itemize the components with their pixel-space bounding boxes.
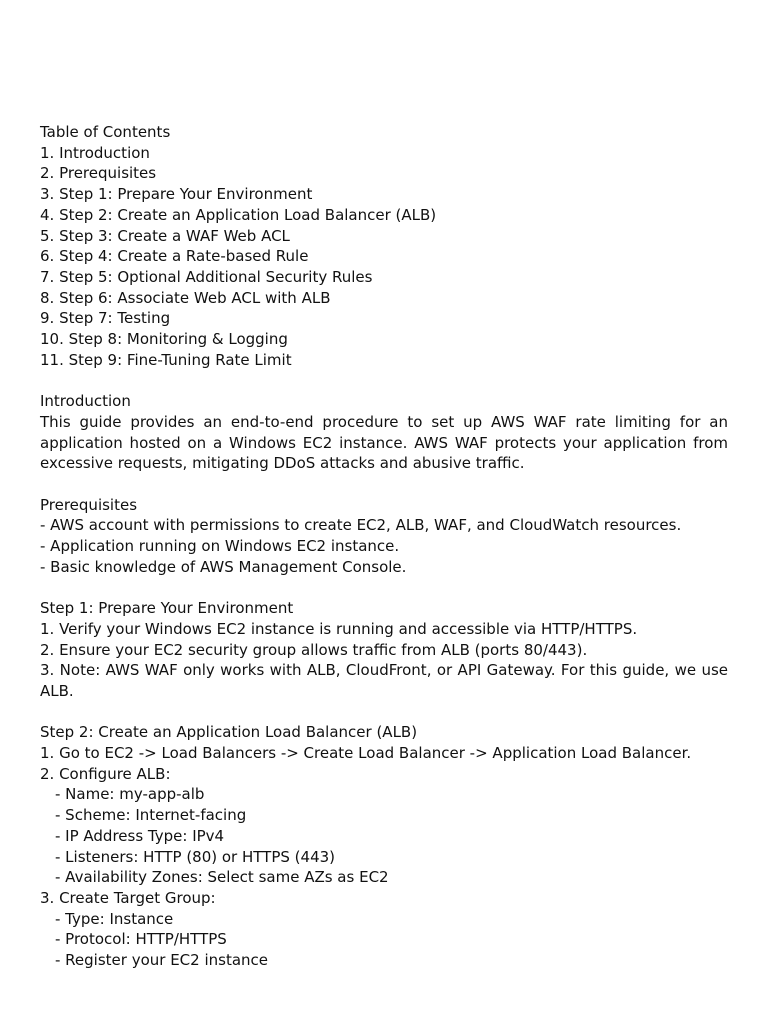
prerequisite-item: - AWS account with permissions to create EC2, ALB, WAF, and CloudWatch resources. (40, 516, 682, 535)
target-group-item: - Type: Instance (55, 909, 174, 928)
toc-item: 11. Step 9: Fine-Tuning Rate Limit (40, 350, 292, 369)
step2-section (40, 722, 728, 970)
step1-item: 1. Verify your Windows EC2 instance is running and accessible via HTTP/HTTPS. (40, 619, 638, 638)
introduction-body: This guide provides an end-to-end procedure to set up AWS WAF rate limiting for an application hosted on a Windows EC2 instance. AWS WAF protects your application from excessive requests, mitigating DDoS attacks and abusive traffic. (40, 412, 728, 473)
toc-item: 6. Step 4: Create a Rate-based Rule (40, 247, 309, 266)
step1-heading: Step 1: Prepare Your Environment (40, 599, 294, 618)
table-of-contents (40, 122, 728, 370)
step1-item: 3. Note: AWS WAF only works with ALB, CloudFront, or API Gateway. For this guide, we use ALB. (40, 661, 728, 700)
step2-heading: Step 2: Create an Application Load Balancer (ALB) (40, 723, 418, 742)
introduction-heading: Introduction (40, 392, 131, 411)
toc-item: 1. Introduction (40, 143, 150, 162)
alb-config-item: - IP Address Type: IPv4 (55, 826, 225, 845)
step1-section (40, 598, 728, 702)
toc-item: 8. Step 6: Associate Web ACL with ALB (40, 288, 331, 307)
toc-item: 4. Step 2: Create an Application Load Balancer (ALB) (40, 205, 437, 224)
toc-item: 7. Step 5: Optional Additional Security Rules (40, 267, 373, 286)
alb-config-item: - Name: my-app-alb (55, 785, 205, 804)
prerequisites-heading: Prerequisites (40, 495, 138, 514)
step2-item: 2. Configure ALB: (40, 764, 171, 783)
alb-config-item: - Scheme: Internet-facing (55, 806, 247, 825)
introduction-section (40, 391, 728, 474)
toc-item: 2. Prerequisites (40, 164, 157, 183)
toc-title: Table of Contents (40, 123, 171, 141)
document-page (40, 122, 728, 971)
step2-item: 3. Create Target Group: (40, 888, 216, 907)
target-group-item: - Protocol: HTTP/HTTPS (55, 930, 227, 949)
alb-config-item: - Listeners: HTTP (80) or HTTPS (443) (55, 847, 336, 866)
prerequisite-item: - Application running on Windows EC2 instance. (40, 537, 400, 556)
step2-item: 1. Go to EC2 -> Load Balancers -> Create Load Balancer -> Application Load Balancer. (40, 744, 692, 763)
toc-item: 9. Step 7: Testing (40, 309, 171, 328)
toc-item: 10. Step 8: Monitoring & Logging (40, 330, 288, 349)
prerequisites-section (40, 495, 728, 578)
step1-item: 2. Ensure your EC2 security group allows traffic from ALB (ports 80/443). (40, 640, 588, 659)
target-group-item: - Register your EC2 instance (55, 951, 269, 970)
alb-config-item: - Availability Zones: Select same AZs as EC2 (55, 868, 389, 887)
toc-item: 5. Step 3: Create a WAF Web ACL (40, 226, 290, 245)
prerequisite-item: - Basic knowledge of AWS Management Console. (40, 557, 407, 576)
toc-item: 3. Step 1: Prepare Your Environment (40, 185, 313, 204)
